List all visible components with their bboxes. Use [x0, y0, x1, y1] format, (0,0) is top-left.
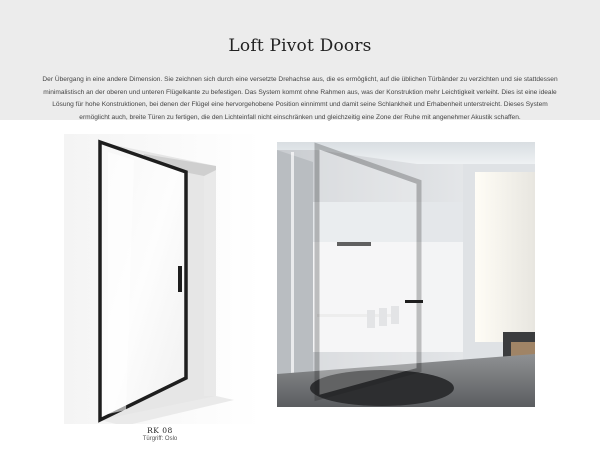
- description: [0, 74, 600, 124]
- product-image-rk08[interactable]: [64, 134, 260, 424]
- description-line: Lösung für hohe Konstruktionen, bei denen der Flügel eine hervorgehobene Position einnimmt und damit seine Schlankheit und Erhabenheit unterstreicht. Dieses System: [52, 101, 548, 108]
- pivot-door-illustration: [64, 134, 260, 424]
- product-name: RK 08: [147, 426, 173, 435]
- product-image-room[interactable]: [277, 142, 535, 407]
- description-line: ermöglicht auch, breite Türen zu fertigen, die den Lichteinfall nicht einschränken und gleichzeitig eine Zone der Ruhe mit angenehmer Akustik schaffen.: [79, 113, 521, 121]
- room-scene-illustration: [277, 142, 535, 407]
- description-line: minimalistisch an der oberen und unteren Flügelkante zu befestigen. Das System kommt ohne Rahmen aus, was der Konstruktion mehr Leichtigkeit verleiht. Dies ist eine ideale: [43, 88, 557, 96]
- product-handle-label: Türgriff: Oslo: [142, 436, 178, 442]
- description-line: Der Übergang in eine andere Dimension. Sie zeichnen sich durch eine versetzte Drehachse aus, die es ermöglicht, auf die üblichen Türbänder zu verzichten und sie stattdessen: [42, 76, 558, 83]
- page-title: Loft Pivot Doors: [228, 36, 372, 56]
